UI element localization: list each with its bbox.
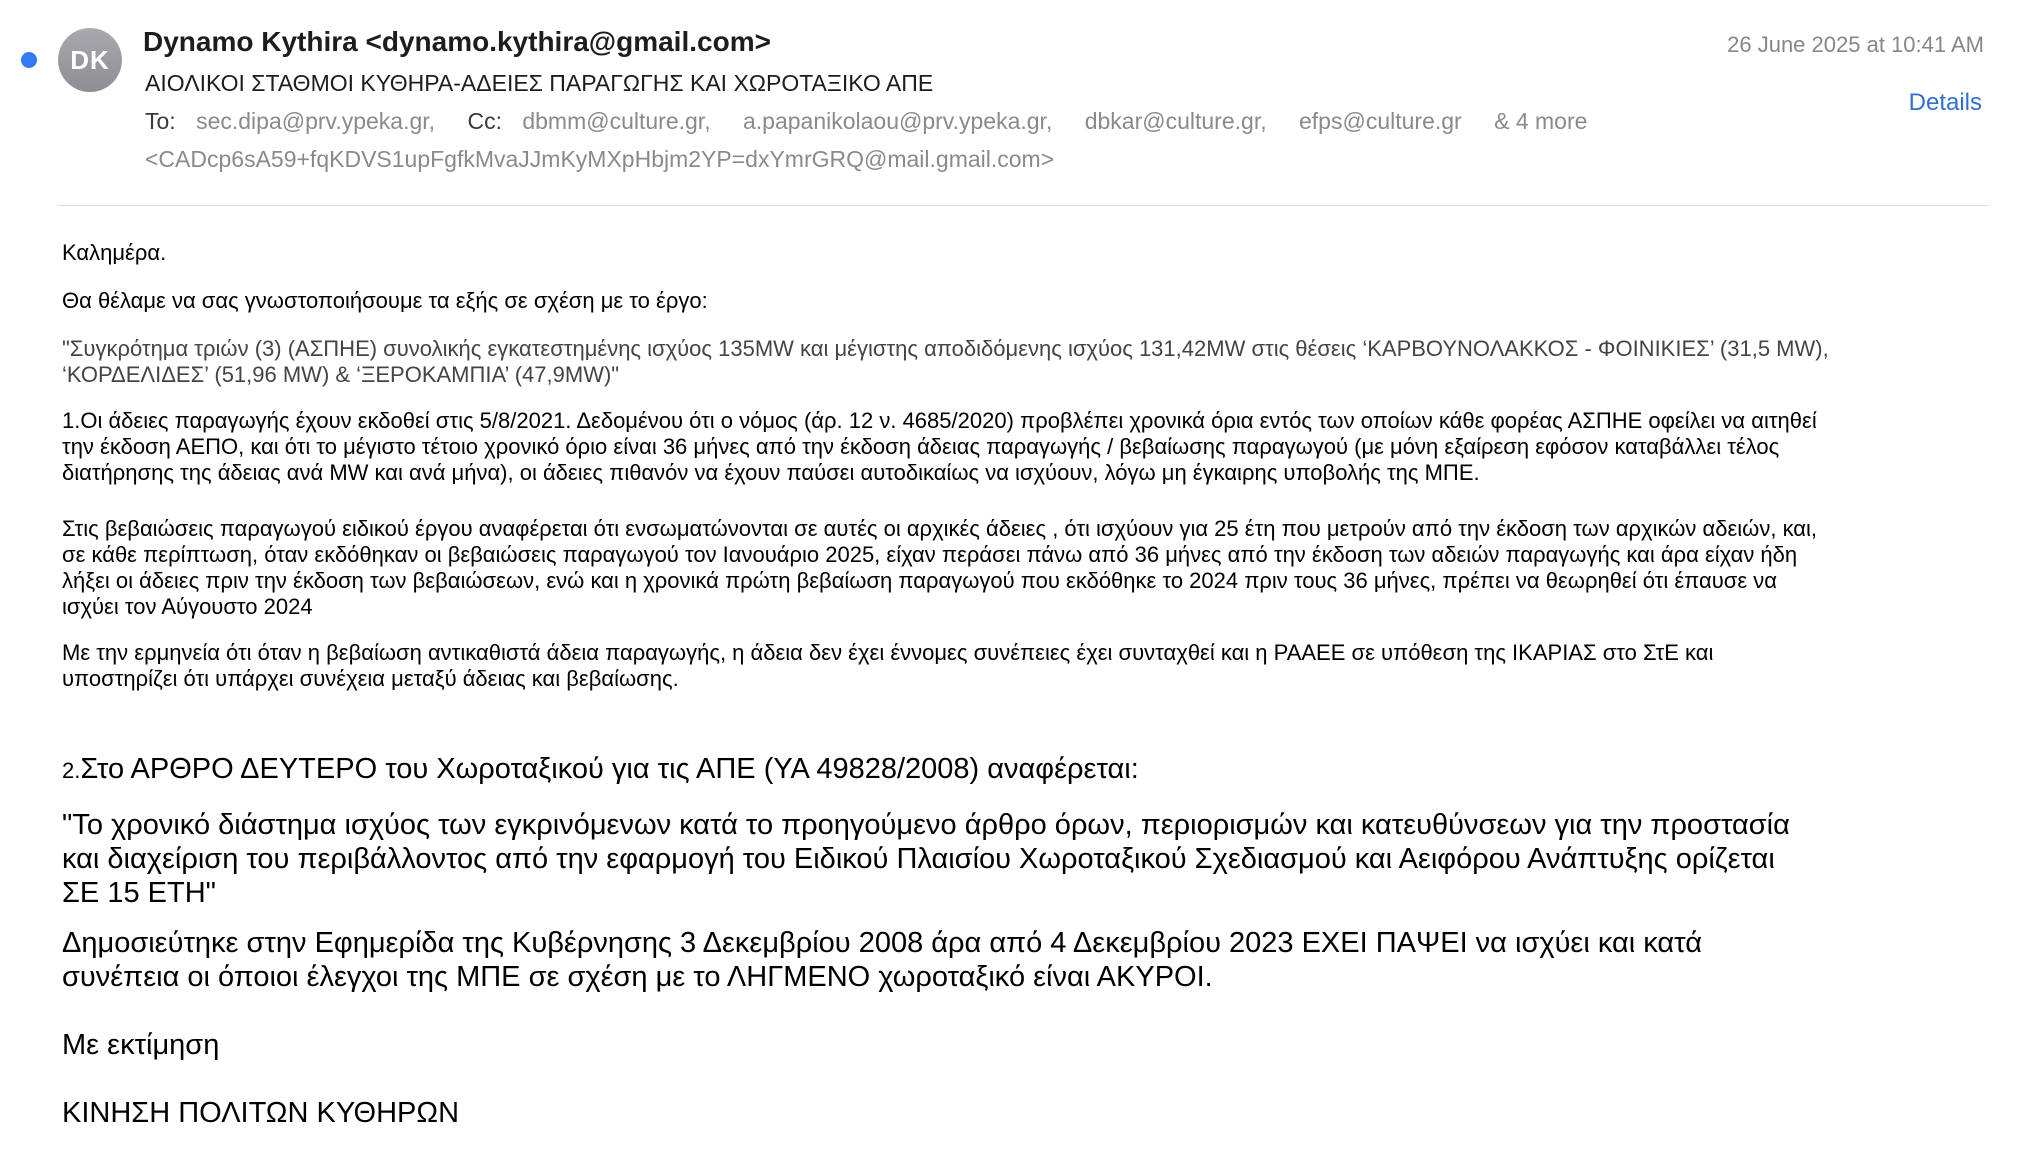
unread-indicator [21, 52, 37, 68]
paragraph-line: Δημοσιεύτηκε στην Εφημερίδα της Κυβέρνησης 3 Δεκεμβρίου 2008 άρα από 4 Δεκεμβρίου 2023 ΕΧΕΙ ΠΑΨΕΙ να ισχύει και κατά [62, 927, 1702, 959]
to-label: To: [145, 108, 176, 134]
sender-name[interactable]: Dynamo Kythira <dynamo.kythira@gmail.com> [143, 26, 771, 57]
cc-recipient[interactable]: dbkar@culture.gr, [1084, 108, 1267, 134]
paragraph-line: συνέπεια οι όποιοι έλεγχοι της ΜΠΕ σε σχέση με το ΛΗΓΜΕΝΟ χωροταξικό είναι ΑΚΥΡΟΙ. [62, 961, 1213, 993]
more-recipients[interactable]: & 4 more [1494, 108, 1588, 134]
paragraph-line: σε κάθε περίπτωση, όταν εκδόθηκαν οι βεβαιώσεις παραγωγού τον Ιανουάριο 2025, είχαν περάσει πάνω από 36 μήνες από την έκδοση των αδειών παραγωγής και άρα είχαν ήδη [62, 542, 1798, 567]
paragraph-line: λήξει οι άδειες πριν την έκδοση των βεβαιώσεων, ενώ και η χρονικά πρώτη βεβαίωση παραγωγού που εκδόθηκε το 2024 πριν τους 36 μήνες, πρέπει να θεωρηθεί ότι έπαυσε να [62, 568, 1777, 593]
paragraph-2 [62, 516, 2012, 620]
quote-line: και διαχείριση του περιβάλλοντος από την εφαρμογή του Ειδικού Πλαισίου Χωροταξικού Σχεδιασμού και Αειφόρου Ανάπτυξης ορίζεται [62, 843, 1775, 875]
section-2-quote [62, 808, 2012, 910]
avatar: DK [58, 28, 122, 92]
message-date: 26 June 2025 at 10:41 AM [1727, 32, 1984, 57]
project-quote [62, 336, 2012, 388]
section-heading-text: Στο ΑΡΘΡΟ ΔΕΥΤΕΡΟ του Χωροταξικού για τις ΑΠΕ (ΥΑ 49828/2008) αναφέρεται: [80, 753, 1139, 785]
quote-line: ‘ΚΟΡΔΕΛΙΔΕΣ’ (51,96 MW) & ‘ΞΕΡΟΚΑΜΠΙΑ’ (47,9MW)" [62, 362, 620, 387]
section-2-heading [62, 752, 2012, 788]
paragraph-line: 1.Οι άδειες παραγωγής έχουν εκδοθεί στις 5/8/2021. Δεδομένου ότι ο νόμος (άρ. 12 ν. 4685/2020) προβλέπει χρονικά όρια εντός των οποίων κάθε φορέας ΑΣΠΗΕ οφείλει να αιτηθεί [62, 408, 1817, 433]
paragraph-line: υποστηρίζει ότι υπάρχει συνέχεια μεταξύ άδειας και βεβαίωσης. [62, 666, 679, 691]
paragraph-line: την έκδοση ΑΕΠΟ, και ότι το μέγιστο τέτοιο χρονικό όριο είναι 36 μήνες από την έκδοση άδειας παραγωγής / βεβαίωσης παραγωγού (με μόνη εξαίρεση εφόσον καταβάλλει τέλος [62, 434, 1780, 459]
to-recipient[interactable]: sec.dipa@prv.ypeka.gr, [196, 108, 436, 134]
paragraph-line: Με την ερμηνεία ότι όταν η βεβαίωση αντικαθιστά άδεια παραγωγής, η άδεια δεν έχει έννομες συνέπειες έχει συνταχθεί και η ΡΑΑΕΕ σε υπόθεση της ΙΚΑΡΙΑΣ στο ΣτΕ και [62, 640, 1714, 665]
cc-recipient[interactable]: efps@culture.gr [1299, 108, 1462, 134]
cc-recipient[interactable]: dbmm@culture.gr, [522, 108, 711, 134]
quote-line: "Συγκρότημα τριών (3) (ΑΣΠΗΕ) συνολικής εγκατεστημένης ισχύος 135MW και μέγιστης αποδιδόμενης ισχύος 131,42MW στις θέσεις ‘ΚΑΡΒΟΥΝΟΛΑΚΚΟΣ - ΦΟΙΝΙΚΙΕΣ’ (31,5 MW), [62, 336, 1829, 361]
intro-text: Θα θέλαμε να σας γνωστοποιήσουμε τα εξής σε σχέση με το έργο: [62, 288, 708, 313]
paragraph-line: ισχύει τον Αύγουστο 2024 [62, 594, 313, 619]
message-subject: ΑΙΟΛΙΚΟΙ ΣΤΑΘΜΟΙ ΚΥΘΗΡΑ-ΑΔΕΙΕΣ ΠΑΡΑΓΩΓΗΣ ΚΑΙ ΧΩΡΟΤΑΞΙΚΟ ΑΠΕ [145, 70, 934, 96]
paragraph-1 [62, 408, 2012, 486]
quote-line: ΣΕ 15 ΕΤΗ" [62, 877, 216, 909]
section-2-paragraph [62, 926, 2012, 994]
closing: Με εκτίμηση [62, 1029, 220, 1061]
recipients-row [145, 108, 1587, 135]
paragraph-line: Στις βεβαιώσεις παραγωγού ειδικού έργου αναφέρεται ότι ενσωματώνονται σε αυτές οι αρχικές άδειες , ότι ισχύουν για 25 έτη που μετρούν από την έκδοση των αρχικών αδειών, και, [62, 516, 1818, 541]
paragraph-line: διατήρησης της άδειας ανά MW και ανά μήνα), οι άδειες πιθανόν να έχουν παύσει αυτοδικαίως να ισχύουν, λόγω μη έγκαιρης υποβολής της ΜΠΕ. [62, 460, 1480, 485]
signature: ΚΙΝΗΣΗ ΠΟΛΙΤΩΝ ΚΥΘΗΡΩΝ [62, 1097, 460, 1129]
greeting: Καλημέρα. [62, 240, 167, 265]
cc-recipient[interactable]: a.papanikolaou@prv.ypeka.gr, [742, 108, 1053, 134]
message-id: <CADcp6sA59+fqKDVS1upFgfkMvaJJmKyMXpHbjm2YP=dxYmrGRQ@mail.gmail.com> [145, 146, 1055, 172]
message-header [0, 0, 2038, 206]
header-divider [58, 205, 1988, 206]
paragraph-3 [62, 640, 2012, 692]
section-number: 2. [62, 758, 81, 783]
details-link[interactable]: Details [1908, 89, 1982, 116]
cc-label: Cc: [467, 108, 502, 134]
quote-line: "Το χρονικό διάστημα ισχύος των εγκρινόμενων κατά το προηγούμενο άρθρο όρων, περιορισμών και κατευθύνσεων για την προστασία [62, 809, 1790, 841]
message-body [62, 240, 2012, 1130]
